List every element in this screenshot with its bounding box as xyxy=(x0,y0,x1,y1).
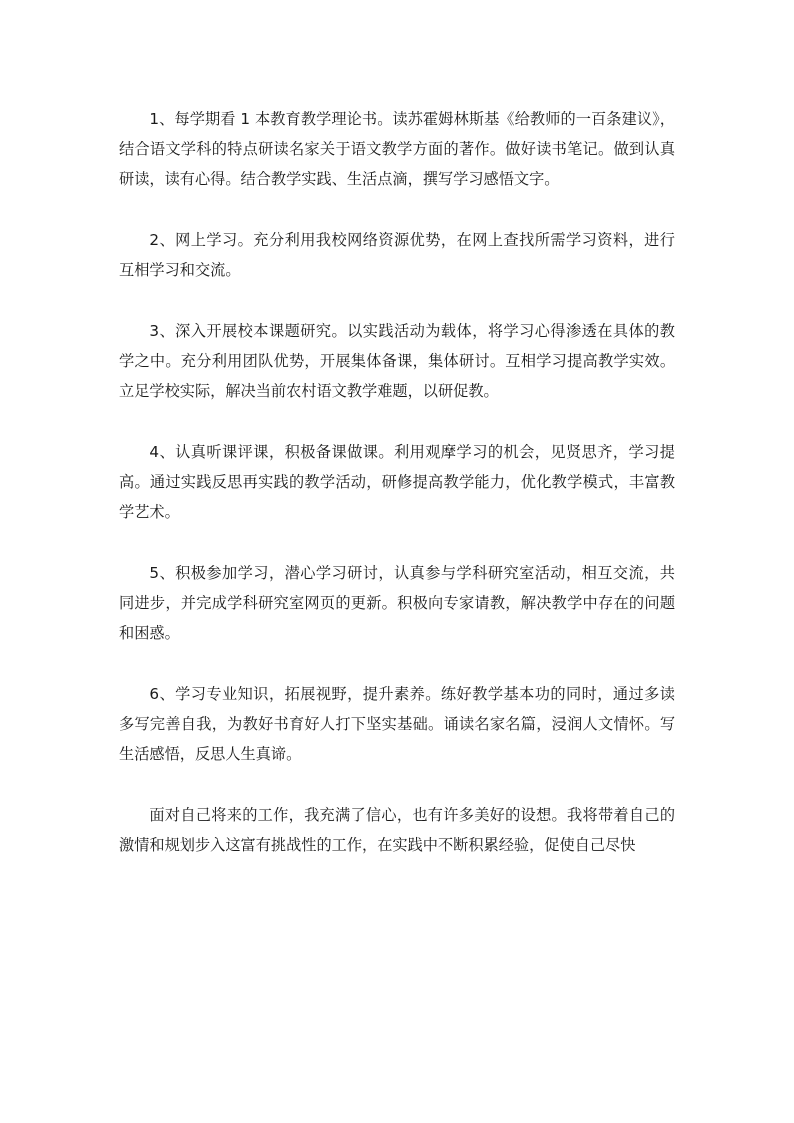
paragraph-4: 4、认真听课评课，积极备课做课。利用观摩学习的机会，见贤思齐，学习提高。通过实践反思再实践的教学活动，研修提高教学能力，优化教学模式，丰富教学艺术。 xyxy=(119,443,675,521)
paragraph-7: 面对自己将来的工作，我充满了信心，也有许多美好的设想。我将带着自己的激情和规划步入这富有挑战性的工作，在实践中不断积累经验，促使自己尽快 xyxy=(119,806,675,854)
paragraph-3: 3、深入开展校本课题研究。以实践活动为载体，将学习心得渗透在具体的教学之中。充分利用团队优势，开展集体备课，集体研讨。互相学习提高教学实效。立足学校实际，解决当前农村语文教学难题，以研促教。 xyxy=(119,322,675,400)
paragraph-2: 2、网上学习。充分利用我校网络资源优势，在网上查找所需学习资料，进行互相学习和交流。 xyxy=(119,231,675,279)
paragraph-5: 5、积极参加学习，潜心学习研讨，认真参与学科研究室活动，相互交流，共同进步，并完成学科研究室网页的更新。积极向专家请教，解决教学中存在的问题和困惑。 xyxy=(119,564,675,642)
paragraph-6: 6、学习专业知识，拓展视野，提升素养。练好教学基本功的同时，通过多读多写完善自我，为教好书育好人打下坚实基础。诵读名家名篇，浸润人文情怀。写生活感悟，反思人生真谛。 xyxy=(119,685,675,763)
paragraph-1: 1、每学期看 1 本教育教学理论书。读苏霍姆林斯基《给教师的一百条建议》，结合语文学科的特点研读名家关于语文教学方面的著作。做好读书笔记。做到认真研读，读有心得。结合教学实践、生活点滴，撰写学习感悟文字。 xyxy=(119,110,675,188)
document-body xyxy=(119,104,675,891)
